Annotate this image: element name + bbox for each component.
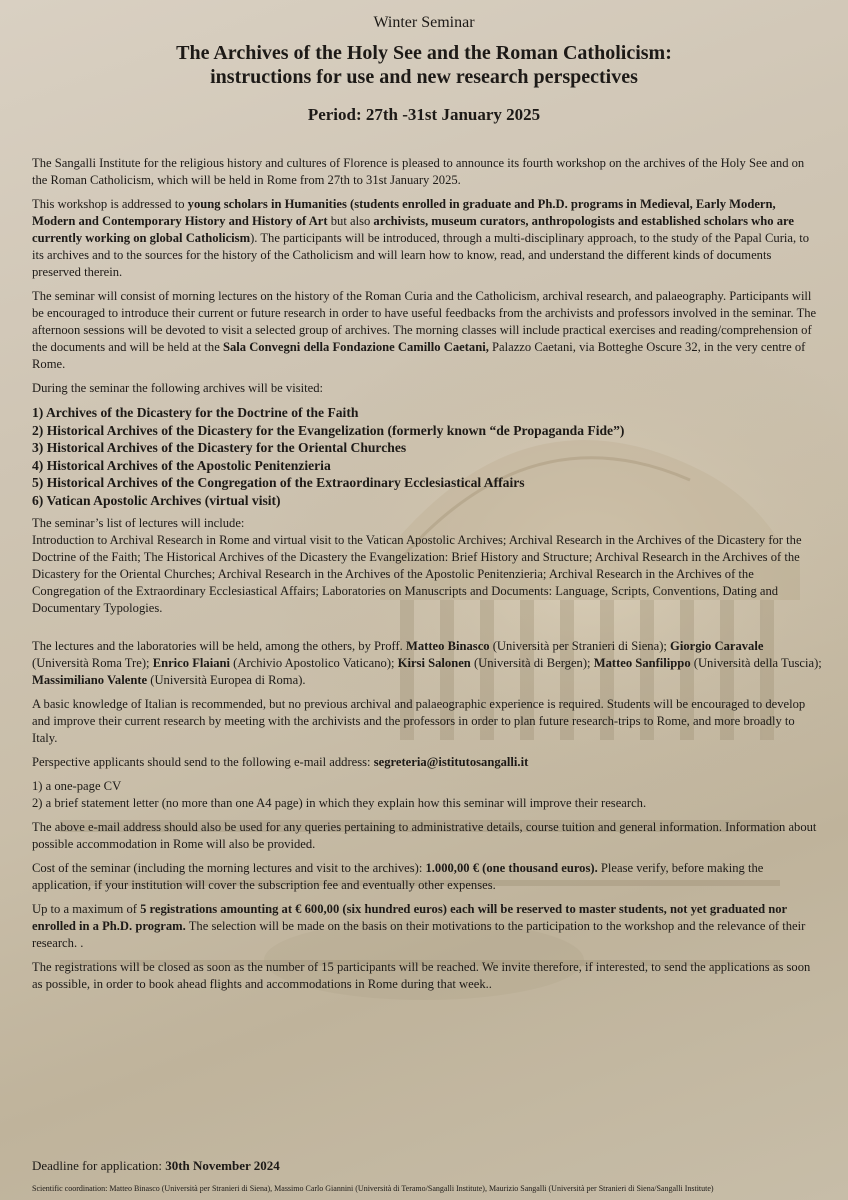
deadline-label: Deadline for application: xyxy=(32,1158,166,1173)
text-span: Palazzo Caetani, via Botteghe Oscure 32, in the very centre of Rome. xyxy=(32,340,806,371)
lecturer-affiliation: (Università della Tuscia); xyxy=(690,656,822,670)
lecturer-affiliation: (Università Europea di Roma). xyxy=(147,673,306,687)
archives-list xyxy=(32,404,822,509)
list-item: 3) Historical Archives of the Dicastery for the Oriental Churches xyxy=(32,440,407,455)
text-span: but also xyxy=(327,214,374,228)
text-span: The seminar will consist of morning lectures on the history of the Roman Curia and the Catholicism, archival research, and palaeography. Participants will be encouraged to introduce their current or future research in order to have useful feedbacks from the archivists and professors involved in the seminar. The afternoon sessions will be devoted to visit a selected group of archives. The morning classes will include practical exercises and reading/comprehension of the documents and will be held at the xyxy=(32,289,817,354)
list-item: 1) a one-page CV xyxy=(32,779,122,793)
paragraph-master-students xyxy=(32,901,822,952)
title-line-1: The Archives of the Holy See and the Roman Catholicism: xyxy=(176,42,672,64)
text-span: The selection will be made on the basis on their motivations to the participation to the workshop and the relevance of their research. . xyxy=(32,919,806,950)
text-span: Perspective applicants should send to the following e-mail address: xyxy=(32,755,374,769)
cost-amount: 1.000,00 € (one thousand euros). xyxy=(425,861,598,875)
paragraph-application xyxy=(32,754,822,771)
paragraph-requirements: A basic knowledge of Italian is recommended, but no previous archival and palaeographic experience is required. Students will be encouraged to develop and improve their current research by meeting with the archivists and the professors in order to plan future research-trips to Rome, and more broadly to Italy. xyxy=(32,697,806,745)
lecturer-name: Kirsi Salonen xyxy=(397,656,471,670)
paragraph-lectures xyxy=(32,515,822,617)
paragraph-archives-intro: During the seminar the following archives will be visited: xyxy=(32,381,323,395)
paragraph-lecturers xyxy=(32,638,822,689)
list-item: 2) a brief statement letter (no more than one A4 page) in which they explain how this seminar will improve their research. xyxy=(32,796,647,810)
text-span: This workshop is addressed to xyxy=(32,197,188,211)
paragraph-audience xyxy=(32,196,822,281)
title-line-2: instructions for use and new research perspectives xyxy=(210,66,638,88)
lecturer-affiliation: (Università Roma Tre); xyxy=(32,656,153,670)
lecturer-name: Massimiliano Valente xyxy=(32,673,148,687)
list-item: 6) Vatican Apostolic Archives (virtual visit) xyxy=(32,492,281,508)
list-item: 5) Historical Archives of the Congregation of the Extraordinary Ecclesiastical Affairs xyxy=(32,475,525,490)
venue-name: Sala Convegni della Fondazione Camillo Caetani, xyxy=(222,340,489,354)
contact-email[interactable]: segreteria@istitutosangalli.it xyxy=(373,755,529,769)
lecturer-affiliation: (Archivio Apostolico Vaticano); xyxy=(230,656,398,670)
paragraph-queries: The above e-mail address should also be used for any queries pertaining to administrative details, course tuition and general information. Information about possible accommodation in Rome will also be provided. xyxy=(32,820,817,851)
page-title xyxy=(0,41,848,89)
reduced-fee-highlight: 5 registrations amounting at € 600,00 (six hundred euros) each will be reserved to master students, not yet graduated nor enrolled in a Ph.D. program. xyxy=(32,902,787,933)
lecturer-name: Matteo Binasco xyxy=(405,639,490,653)
deadline-date: 30th November 2024 xyxy=(165,1158,280,1173)
text-span: Cost of the seminar (including the morning lectures and visit to the archives): xyxy=(32,861,426,875)
seminar-kicker: Winter Seminar xyxy=(373,14,475,31)
application-requirements xyxy=(32,778,822,812)
text-span: The lectures and the laboratories will be held, among the others, by Proff. xyxy=(32,639,406,653)
audience-highlight-2: archivists, museum curators, anthropologists and established scholars who are currently working on global Catholicism xyxy=(32,214,794,245)
lecturer-name: Matteo Sanfilippo xyxy=(593,656,691,670)
application-deadline xyxy=(32,1158,280,1174)
text-span: ). The participants will be introduced, through a multi-disciplinary approach, to the study of the Papal Curia, to its archives and to the sources for the history of the Catholicism and will learn how to know, read, and understand the different kinds of documents preserved therein. xyxy=(32,231,810,279)
lectures-list: Introduction to Archival Research in Rome and virtual visit to the Vatican Apostolic Archives; Archival Research in the Archives of the Dicastery for the Doctrine of the Faith; The Historical Archives of the Dicastery the Evangelization: Brief History and Structure; Archival Research in the Archives of the Dicastery for the Oriental Churches; Archival Research in the Archives of the Apostolic Penitenzieria; Archival Research in the Archives of the Congregation of the Extraordinary Ecclesiastical Affairs; Laboratories on Manuscripts and Documents: Language, Scripts, Conventions, Dating and Documentary Typologies. xyxy=(32,533,802,615)
text-span: The seminar’s list of lectures will include: xyxy=(32,516,245,530)
paragraph-intro: The Sangalli Institute for the religious history and cultures of Florence is pleased to announce its fourth workshop on the archives of the Holy See and on the Roman Catholicism, which will be held in Rome from 27th to 31st January 2025. xyxy=(32,156,805,187)
scientific-coordination: Scientific coordination: Matteo Binasco (Università per Stranieri di Siena), Massimo Carlo Giannini (Università di Teramo/Sangalli Institute), Maurizio Sangalli (Università per Stranieri di Siena/Sangalli Institute) xyxy=(32,1184,714,1193)
seminar-period: Period: 27th -31st January 2025 xyxy=(307,105,541,124)
audience-highlight: young scholars in Humanities (students enrolled in graduate and Ph.D. programs in Medieval, Early Modern, Modern and Contemporary History and History of Art xyxy=(32,197,776,228)
announcement-body xyxy=(32,155,822,1000)
lecturer-name: Enrico Flaiani xyxy=(152,656,231,670)
text-span: Up to a maximum of xyxy=(32,902,141,916)
paragraph-format xyxy=(32,288,822,373)
paragraph-cost xyxy=(32,860,822,894)
lecturer-affiliation: (Università per Stranieri di Siena); xyxy=(489,639,671,653)
paragraph-closing: The registrations will be closed as soon as the number of 15 participants will be reached. We invite therefore, if interested, to send the applications as soon as possible, in order to book ahead flights and accommodations in Rome during that week.. xyxy=(32,960,811,991)
list-item: 2) Historical Archives of the Dicastery for the Evangelization (formerly known “de Propaganda Fide”) xyxy=(32,422,625,438)
list-item: 1) Archives of the Dicastery for the Doctrine of the Faith xyxy=(32,405,359,420)
lecturer-name: Giorgio Caravale xyxy=(670,639,764,653)
list-item: 4) Historical Archives of the Apostolic Penitenzieria xyxy=(32,457,331,473)
lecturer-affiliation: (Università di Bergen); xyxy=(470,656,594,670)
text-span: Please verify, before making the application, if your institution will cover the subscription fee and eventually other expenses. xyxy=(32,861,764,892)
